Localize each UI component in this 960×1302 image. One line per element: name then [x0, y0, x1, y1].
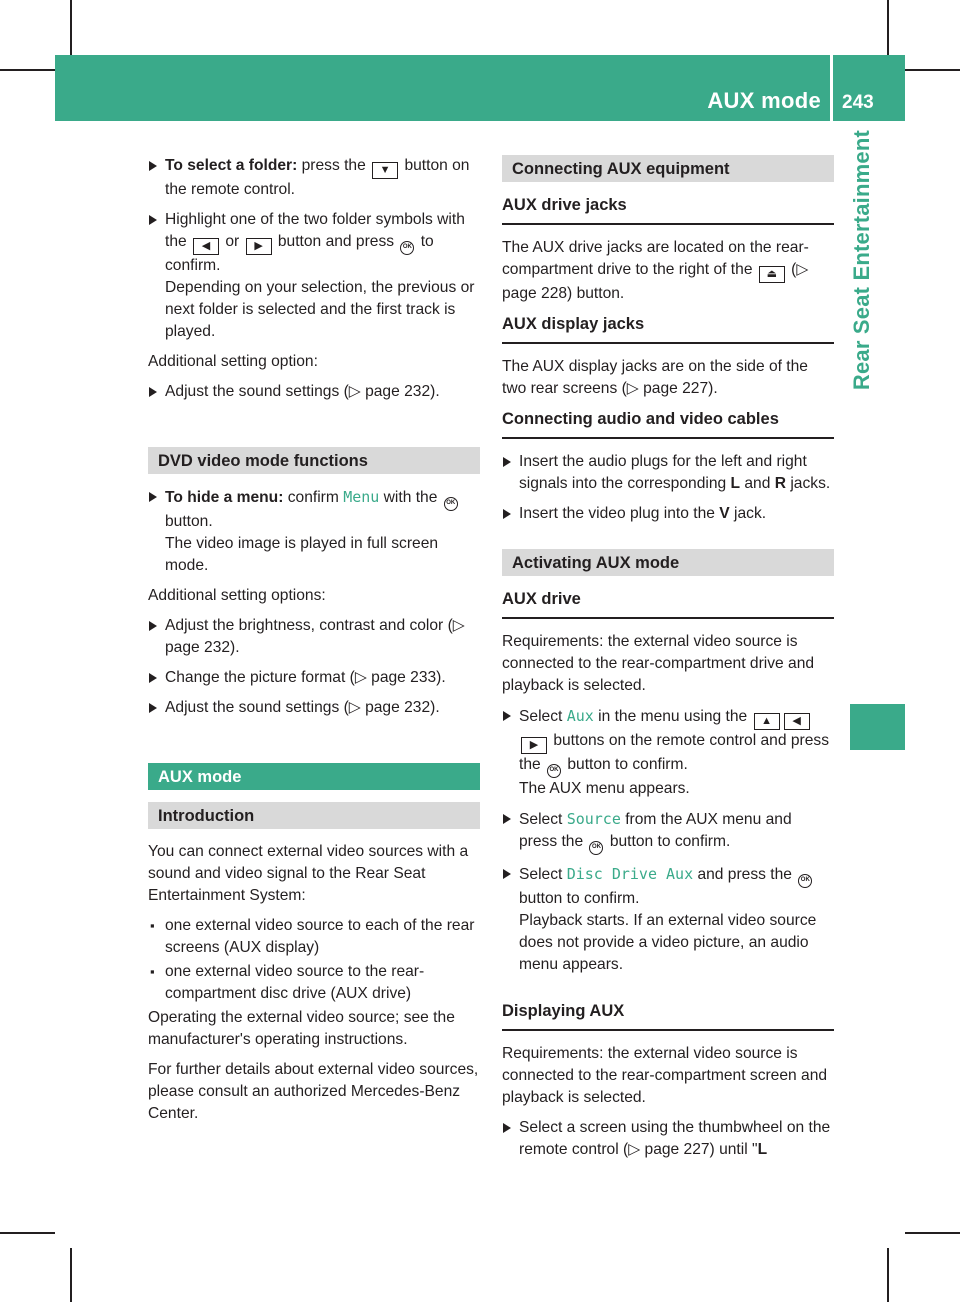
right-column — [502, 155, 834, 1169]
instruction-step: Adjust the sound settings (▷ page 232). — [148, 697, 480, 719]
right-arrow-icon: ▶ — [521, 737, 547, 754]
page-header — [55, 55, 905, 121]
section-heading: Connecting AUX equipment — [502, 155, 834, 182]
instruction-step: To hide a menu: confirm Menu with the OK button. The video image is played in full screen mode. — [148, 486, 480, 577]
eject-icon: ⏏ — [759, 266, 785, 283]
ok-button-icon: OK — [400, 241, 414, 255]
step-result: Playback starts. If an external video source does not provide a video picture, an audio menu appears. — [519, 912, 817, 973]
paragraph: The AUX display jacks are on the side of the two rear screens (▷ page 227). — [502, 358, 808, 397]
menu-code-label: Source — [566, 810, 621, 828]
paragraph: Requirements: the external video source is connected to the rear-compartment screen and playback is selected. — [502, 1045, 828, 1106]
paragraph: Additional setting option: — [148, 353, 318, 370]
crop-mark — [887, 0, 889, 55]
right-arrow-icon: ▶ — [246, 238, 272, 255]
instruction-step: Select Source from the AUX menu and press the OK button to confirm. — [502, 808, 834, 855]
instruction-step: Highlight one of the two folder symbols with the ◀ or ▶ button and press OK to confirm. Depending on your selection, the previous or next folder is selected and the first track is played. — [148, 209, 480, 343]
ok-button-icon: OK — [589, 841, 603, 855]
chapter-heading: AUX mode — [148, 763, 480, 790]
subsection-heading: AUX drive — [502, 588, 834, 619]
bullet-item: ▪ one external video source to each of the rear screens (AUX display) — [148, 915, 480, 959]
instruction-step: To select a folder: press the ▼ button on the remote control. — [148, 155, 480, 201]
menu-code-label: Aux — [566, 707, 594, 725]
page-number: 243 — [842, 92, 874, 113]
ok-button-icon: OK — [547, 764, 561, 778]
paragraph: The AUX drive jacks are located on the rear-compartment drive to the right of the ⏏ (▷ page 228) button. — [502, 239, 809, 302]
subsection-heading: AUX display jacks — [502, 313, 834, 344]
section-heading: DVD video mode functions — [148, 447, 480, 474]
instruction-step: Change the picture format (▷ page 233). — [148, 667, 480, 689]
crop-mark — [905, 69, 960, 71]
section-side-label — [842, 130, 882, 710]
ok-button-icon: OK — [444, 497, 458, 511]
crop-mark — [905, 1232, 960, 1234]
paragraph: For further details about external video sources, please consult an authorized Mercedes-Benz Center. — [148, 1061, 479, 1122]
step-result: Depending on your selection, the previous or next folder is selected and the first track is played. — [165, 279, 475, 340]
step-result: The AUX menu appears. — [519, 780, 690, 797]
paragraph: Additional setting options: — [148, 587, 326, 604]
section-tab-marker — [850, 704, 905, 750]
instruction-step: Select a screen using the thumbwheel on the remote control (▷ page 227) until "L — [502, 1117, 834, 1161]
crop-mark — [0, 1232, 55, 1234]
side-label-text: Rear Seat Entertainment — [849, 130, 874, 391]
section-heading: Introduction — [148, 802, 480, 829]
header-divider — [830, 55, 833, 121]
instruction-step: Select Aux in the menu using the ▲ ◀▶ buttons on the remote control and press the OK button to confirm. The AUX menu appears. — [502, 705, 834, 800]
up-arrow-icon: ▲ — [754, 713, 780, 730]
instruction-step: Select Disc Drive Aux and press the OK button to confirm. Playback starts. If an external video source does not provide a video picture, an audio menu appears. — [502, 863, 834, 976]
instruction-step: Insert the audio plugs for the left and right signals into the corresponding L and R jacks. — [502, 451, 834, 495]
crop-mark — [70, 1248, 72, 1302]
paragraph: Requirements: the external video source is connected to the rear-compartment drive and playback is selected. — [502, 633, 815, 694]
section-heading: Activating AUX mode — [502, 549, 834, 576]
crop-mark — [0, 69, 55, 71]
instruction-step: Insert the video plug into the V jack. — [502, 503, 834, 525]
bullet-item: ▪ one external video source to the rear-compartment disc drive (AUX drive) — [148, 961, 480, 1005]
instruction-step: Adjust the sound settings (▷ page 232). — [148, 381, 480, 403]
down-arrow-icon: ▼ — [372, 162, 398, 179]
subsection-heading: AUX drive jacks — [502, 194, 834, 225]
left-arrow-icon: ◀ — [193, 238, 219, 255]
instruction-step: Adjust the brightness, contrast and color (▷ page 232). — [148, 615, 480, 659]
paragraph: Operating the external video source; see the manufacturer's operating instructions. — [148, 1009, 455, 1048]
crop-mark — [70, 0, 72, 55]
ok-button-icon: OK — [798, 874, 812, 888]
step-result: The video image is played in full screen mode. — [165, 535, 439, 574]
left-arrow-icon: ◀ — [784, 713, 810, 730]
menu-code-label: Menu — [343, 488, 380, 506]
subsection-heading: Displaying AUX — [502, 1000, 834, 1031]
paragraph: You can connect external video sources with a sound and video signal to the Rear Seat Entertainment System: — [148, 843, 469, 904]
menu-code-label: Disc Drive Aux — [566, 865, 694, 883]
left-column — [148, 155, 480, 1133]
crop-mark — [887, 1248, 889, 1302]
subsection-heading: Connecting audio and video cables — [502, 408, 834, 439]
page-title: AUX mode — [707, 88, 821, 113]
